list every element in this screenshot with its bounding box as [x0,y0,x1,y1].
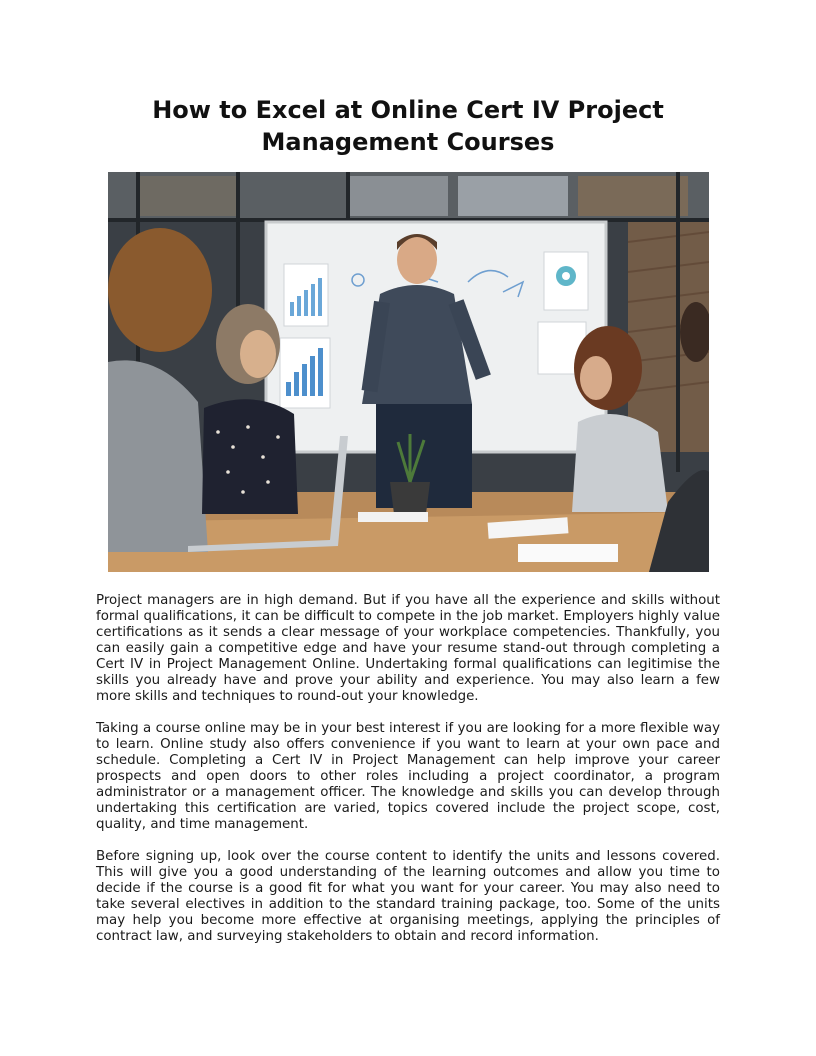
body-paragraph: Taking a course online may be in your best interest if you are looking for a more flexible way to learn. Online study also offers convenience if you want to learn at your own pace and schedule. Completing a Cert IV in Project Management can help improve your career prospects and open doors to other roles including a project coordinator, a program administrator or a management officer. The knowledge and skills you can develop through undertaking this certification are varied, topics covered include the project scope, cost, quality, and time management. [96,721,720,832]
body-paragraph: Project managers are in high demand. But if you have all the experience and skills without formal qualifications, it can be difficult to compete in the job market. Employers highly value certifications as it sends a clear message of your workplace competencies. Thankfully, you can easily gain a competitive edge and have your resume stand-out through completing a Cert IV in Project Management Online. Undertaking formal qualifications can legitimise the skills you already have and prove your ability and experience. You may also learn a few more skills and techniques to round-out your knowledge. [96,593,720,704]
page-title: How to Excel at Online Cert IV Project Management Courses [152,96,664,156]
body-paragraph: Before signing up, look over the course content to identify the units and lessons covered. This will give you a good understanding of the learning outcomes and allow you time to decide if the course is a good fit for what you want for your career. You may also need to take several electives in addition to the standard training package, too. Some of the units may help you become more effective at organising meetings, applying the principles of contract law, and surveying stakeholders to obtain and record information. [96,849,720,944]
hero-photo-meeting [108,172,709,572]
article-body [96,593,720,961]
